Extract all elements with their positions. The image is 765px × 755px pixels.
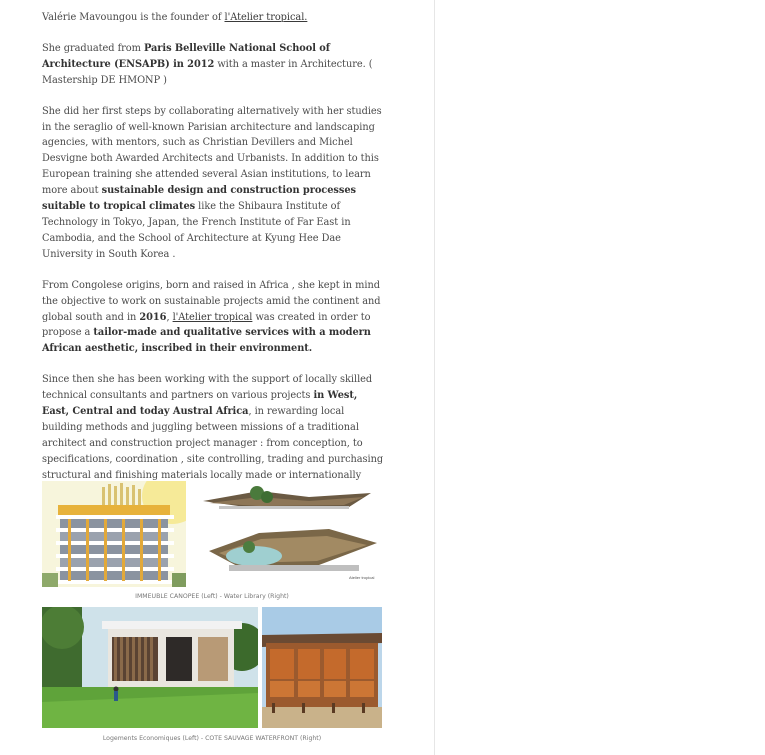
gallery-caption-2: Logements Economiques (Left) - COTE SAUVAGE WATERFRONT (Right) xyxy=(102,735,322,742)
origins-text: From Congolese origins, born and raised in Africa , she kept in mind the objective to work on sustainable projects amid the continent and global south and in xyxy=(42,279,381,323)
atelier-stamp: Atelier tropical xyxy=(349,575,375,580)
atelier-tropical-link-2[interactable]: l'Atelier tropical xyxy=(172,311,253,323)
founding-year: 2016 xyxy=(139,311,167,323)
logements-economiques-image xyxy=(42,607,258,728)
logements-illustration xyxy=(42,607,258,728)
training-text-end: like the Shibaura Institute of Technology in Tokyo, Japan, the French Institute of Far East in Cambodia, and the School of Architecture at Kyung Hee Dae University in South Korea . xyxy=(42,201,351,260)
training-highlight: sustainable design and construction processes suitable to tropical climates xyxy=(42,185,356,213)
intro-text: Valérie Mavoungou is the founder of xyxy=(42,12,225,23)
work-text-end: , in rewarding local building methods and juggling between missions of a traditional architect and construction project manager : from conception, to specifications, coordination , site controlling, trading and purchasing structural and finishing materials locally made or internationally xyxy=(42,406,384,481)
column-divider xyxy=(434,0,435,755)
education-text: She graduated from xyxy=(42,42,144,54)
atelier-tropical-link[interactable]: l'Atelier tropical. xyxy=(224,12,308,23)
training-text: She did her first steps by collaborating alternatively with her studies in the seraglio of well-known Parisian architecture and landscaping agencies, with mentors, such as Christian Devillers and Michel Desvigne both Awarded Architects and Urbanists. In addition to this European training she attended several Asian institutions, to learn more about xyxy=(42,105,382,197)
education-highlight: Paris Belleville National School of Architecture (ENSAPB) in 2012 xyxy=(42,42,330,70)
education-paragraph xyxy=(42,41,387,89)
education-text-end: with a master in Architecture. ( Mastership DE HMONP ) xyxy=(42,58,373,86)
cote-sauvage-illustration xyxy=(262,607,382,728)
water-library-illustration xyxy=(199,481,382,587)
canopee-tower-illustration xyxy=(42,481,186,587)
immeuble-canopee-image xyxy=(42,481,186,587)
cote-sauvage-image xyxy=(262,607,382,728)
work-text: Since then she has been working with the support of locally skilled technical consultants and partners on various projects xyxy=(42,374,373,402)
origins-highlight: tailor-made and qualitative services with a modern African aesthetic, inscribed in their environment. xyxy=(42,327,371,355)
intro-paragraph xyxy=(42,10,387,26)
water-library-image xyxy=(199,481,382,587)
work-highlight: in West, East, Central and today Austral Africa xyxy=(42,390,358,418)
origins-comma: , xyxy=(166,311,173,323)
origins-paragraph xyxy=(42,278,387,358)
gallery-caption-1: IMMEUBLE CANOPEE (Left) - Water Library (Right) xyxy=(135,593,289,600)
origins-text-middle: was created in order to propose a xyxy=(42,311,371,339)
bio-text xyxy=(42,10,387,514)
training-paragraph xyxy=(42,104,387,263)
